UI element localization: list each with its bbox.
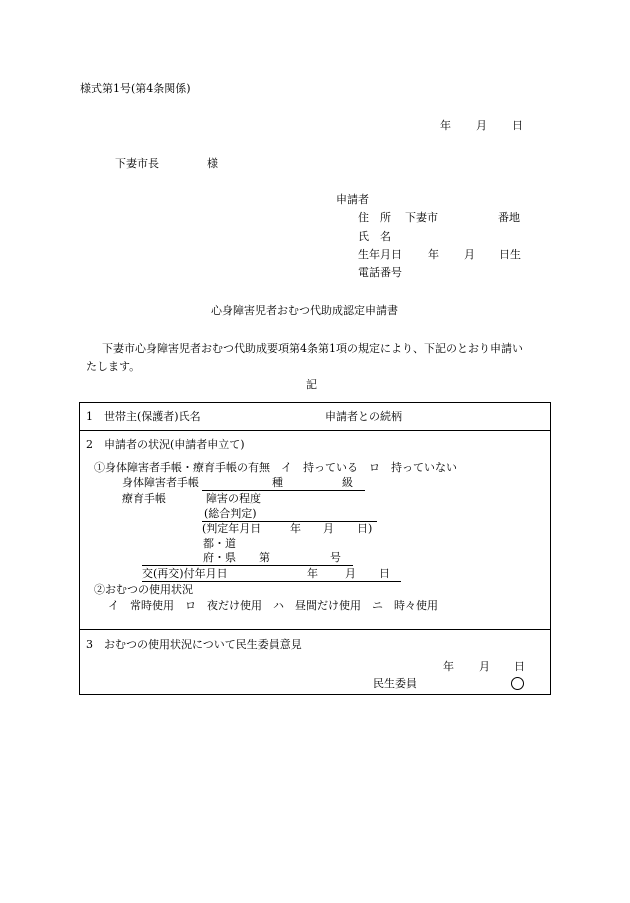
section3-day: 日 xyxy=(514,660,525,673)
section2-q1: ①身体障害者手帳・療育手帳の有無 イ 持っている ロ 持っていない xyxy=(94,461,457,474)
date-year-label: 年 xyxy=(440,119,451,132)
date-month-label: 月 xyxy=(476,119,487,132)
applicant-address-banchi: 番地 xyxy=(498,211,520,224)
physical-handbook-shu: 種 xyxy=(272,476,283,489)
overall-judgment-label: (総合判定) xyxy=(204,507,257,520)
ryoiku-handbook-label: 療育手帳 xyxy=(122,492,166,505)
applicant-address-label: 住 所 xyxy=(358,211,391,224)
seal-circle-icon xyxy=(511,677,524,690)
section2-q2: ②おむつの使用状況 xyxy=(94,583,193,596)
judgment-date-label: (判定年月日 xyxy=(202,522,262,535)
form-table xyxy=(79,402,551,695)
section3-year: 年 xyxy=(443,660,454,673)
section2-label: 2 申請者の状況(申請者申立て) xyxy=(86,438,245,451)
applicant-address-city: 下妻市 xyxy=(405,211,438,224)
judgment-year: 年 xyxy=(290,522,301,535)
fu-ken-label: 府・県 xyxy=(203,551,236,564)
issue-date-label: 交(再交)付年月日 xyxy=(142,567,228,580)
commissioner-label: 民生委員 xyxy=(373,677,417,690)
ki-heading: 記 xyxy=(306,378,317,391)
document-title: 心身障害児者おむつ代助成認定申請書 xyxy=(211,304,398,317)
section1-relation: 申請者との続柄 xyxy=(325,410,402,423)
section3-month: 月 xyxy=(479,660,490,673)
applicant-birth-year: 年 xyxy=(428,248,439,261)
applicant-phone-label: 電話番号 xyxy=(358,266,402,279)
applicant-heading: 申請者 xyxy=(336,193,369,206)
section1-label: 1 世帯主(保護者)氏名 xyxy=(86,410,201,423)
row-divider-1 xyxy=(80,430,550,431)
addressee-city: 下妻市長 xyxy=(115,157,159,170)
body-line-2: たします。 xyxy=(86,360,141,373)
dai-label: 第 xyxy=(259,551,270,564)
disability-degree-label: 障害の程度 xyxy=(206,492,261,505)
issue-date-underline xyxy=(142,581,401,582)
addressee-honorific: 様 xyxy=(207,157,218,170)
judgment-day: 日) xyxy=(357,522,373,535)
applicant-birth-label: 生年月日 xyxy=(358,248,402,261)
physical-handbook-label: 身体障害者手帳 xyxy=(122,476,199,489)
judgment-month: 月 xyxy=(323,522,334,535)
usage-options: イ 常時使用 ロ 夜だけ使用 ハ 昼間だけ使用 ニ 時々使用 xyxy=(108,599,438,612)
issue-day: 日 xyxy=(379,567,390,580)
physical-handbook-underline xyxy=(202,490,365,491)
go-label: 号 xyxy=(330,551,341,564)
body-line-1: 下妻市心身障害児者おむつ代助成要項第4条第1項の規定により、下記のとおり申請い xyxy=(102,342,523,355)
applicant-name-label: 氏 名 xyxy=(358,230,391,243)
form-number: 様式第1号(第4条関係) xyxy=(80,82,191,95)
number-underline xyxy=(142,565,353,566)
date-day-label: 日 xyxy=(512,119,523,132)
issue-month: 月 xyxy=(345,567,356,580)
row-divider-2 xyxy=(80,629,550,630)
section3-label: 3 おむつの使用状況について民生委員意見 xyxy=(86,638,302,651)
applicant-birth-month: 月 xyxy=(464,248,475,261)
issue-year: 年 xyxy=(307,567,318,580)
to-do-label: 都・道 xyxy=(203,537,236,550)
physical-handbook-kyu: 級 xyxy=(342,476,353,489)
applicant-birth-day: 日生 xyxy=(499,248,521,261)
